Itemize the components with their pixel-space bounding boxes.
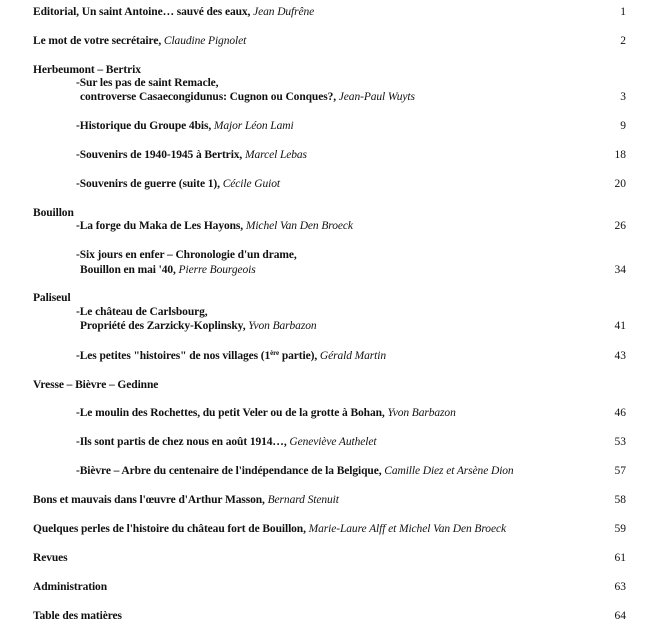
page-number: 41: [614, 320, 626, 332]
section-heading: Herbeumont – Bertrix: [33, 64, 141, 76]
entry-title: -Le château de Carlsbourg,: [76, 306, 208, 318]
toc-entry-souvenirs-bertrix: [0, 147, 650, 163]
entry-author: Marie-Laure Alff et Michel Van Den Broeck: [308, 523, 506, 535]
page-number: 43: [614, 350, 626, 362]
toc-entry-perles-chateau: [0, 521, 650, 537]
entry-title: -Bièvre – Arbre du centenaire de l'indépendance de la Belgique, Camille Diez et Arsène Dion: [76, 465, 514, 477]
page-number: 53: [614, 436, 626, 448]
entry-author: Major Léon Lami: [213, 120, 294, 132]
entry-title: -Historique du Groupe 4bis, Major Léon Lami: [76, 120, 294, 132]
page-number: 2: [620, 35, 626, 47]
entry-title: Bouillon en mai '40, Pierre Bourgeois: [80, 264, 256, 276]
toc-entry-remacle: [0, 89, 650, 105]
entry-author: Bernard Stenuit: [267, 494, 339, 506]
toc-entry-administration: [0, 579, 650, 595]
entry-title: controverse Casaecongidunus: Cugnon ou Conques?, Jean-Paul Wuyts: [80, 91, 415, 103]
entry-title: -Sur les pas de saint Remacle,: [76, 77, 219, 89]
entry-author: Jean Dufrêne: [253, 6, 315, 18]
page-number: 9: [620, 120, 626, 132]
entry-title: Bons et mauvais dans l'œuvre d'Arthur Masson, Bernard Stenuit: [33, 494, 339, 506]
toc-entry-carlsbourg: [0, 318, 650, 334]
toc-entry-moulin-rochettes: [0, 405, 650, 421]
toc-entry-editorial: [0, 4, 650, 20]
entry-author: Gérald Martin: [319, 350, 387, 362]
entry-author: Marcel Lebas: [244, 149, 307, 161]
entry-title: -Ils sont partis de chez nous en août 1914…, Geneviève Authelet: [76, 436, 377, 448]
entry-title: -Souvenirs de guerre (suite 1), Cécile Guiot: [76, 178, 280, 190]
entry-title: Administration: [33, 581, 107, 593]
page-number: 20: [614, 178, 626, 190]
entry-title: -Les petites "histoires" de nos villages (1ère partie), Gérald Martin: [76, 349, 387, 362]
entry-title: Table des matières: [33, 610, 122, 622]
page-number: 46: [614, 407, 626, 419]
page-number: 59: [614, 523, 626, 535]
toc-entry-table-matieres: [0, 608, 650, 624]
page-number: 3: [620, 91, 626, 103]
entry-title: Editorial, Un saint Antoine… sauvé des eaux, Jean Dufrêne: [33, 6, 315, 18]
page-number: 58: [614, 494, 626, 506]
section-heading: Vresse – Bièvre – Gedinne: [33, 379, 159, 391]
toc-entry-mot-secretaire: [0, 33, 650, 49]
toc-entry-forge-maka: [0, 218, 650, 234]
page-number: 1: [620, 6, 626, 18]
entry-author: Yvon Barbazon: [248, 320, 317, 332]
page-number: 63: [614, 581, 626, 593]
entry-author: Pierre Bourgeois: [178, 264, 256, 276]
toc-entry-arthur-masson: [0, 492, 650, 508]
page-number: 61: [614, 552, 626, 564]
entry-author: Claudine Pignolet: [163, 35, 247, 47]
entry-author: Cécile Guiot: [222, 178, 280, 190]
section-heading: Bouillon: [33, 207, 74, 219]
entry-author: Michel Van Den Broeck: [245, 220, 353, 232]
entry-author: Camille Diez et Arsène Dion: [384, 465, 514, 477]
entry-title: -Souvenirs de 1940-1945 à Bertrix, Marcel Lebas: [76, 149, 307, 161]
page-number: 34: [614, 264, 626, 276]
entry-title: -La forge du Maka de Les Hayons, Michel Van Den Broeck: [76, 220, 353, 232]
entry-title: Revues: [33, 552, 68, 564]
section-heading: Paliseul: [33, 292, 71, 304]
entry-author: Jean-Paul Wuyts: [338, 91, 415, 103]
entry-title: Quelques perles de l'histoire du château fort de Bouillon, Marie-Laure Alff et Michel Van Den Broeck: [33, 523, 506, 535]
page-number: 57: [614, 465, 626, 477]
toc-entry-arbre-centenaire: [0, 463, 650, 479]
toc-entry-groupe-4bis: [0, 118, 650, 134]
entry-title: Propriété des Zarzicky-Koplinsky, Yvon Barbazon: [80, 320, 317, 332]
section-heading-vresse: [0, 377, 650, 393]
page-number: 18: [614, 149, 626, 161]
page-number: 64: [614, 610, 626, 622]
toc-entry-partis-1914: [0, 434, 650, 450]
entry-author: Geneviève Authelet: [289, 436, 377, 448]
entry-title: Le mot de votre secrétaire, Claudine Pignolet: [33, 35, 247, 47]
entry-title: -Six jours en enfer – Chronologie d'un drame,: [76, 249, 297, 261]
entry-author: Yvon Barbazon: [387, 407, 456, 419]
toc-entry-souvenirs-guerre: [0, 176, 650, 192]
toc-entry-revues: [0, 550, 650, 566]
entry-title: -Le moulin des Rochettes, du petit Veler ou de la grotte à Bohan, Yvon Barbazon: [76, 407, 456, 419]
toc-entry-enfer: [0, 262, 650, 278]
page-number: 26: [614, 220, 626, 232]
toc-entry-petites-histoires: [0, 348, 650, 364]
toc-entry-enfer-line1: [0, 247, 650, 263]
